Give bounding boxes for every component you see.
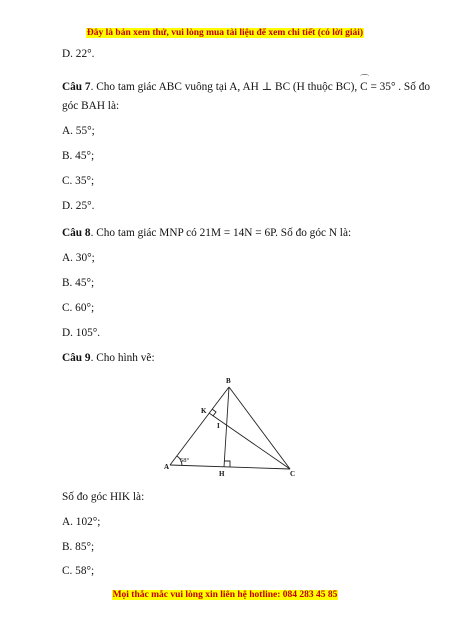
q7-option-c: C. 35°; [62, 175, 95, 187]
point-label-a: A [164, 463, 170, 471]
q8-option-a: A. 30°; [62, 252, 95, 264]
angle-hat-icon: ⌒ [360, 74, 370, 84]
q9-option-a: A. 102°; [62, 516, 101, 528]
q7-option-a: A. 55°; [62, 125, 95, 137]
q8-stem [62, 226, 351, 240]
q6-option-d: D. 22°. [62, 48, 95, 60]
q8-label: Câu 8 [62, 227, 91, 239]
segment-ab [170, 387, 229, 465]
q8-text: . Cho tam giác MNP có 21M = 14N = 6P. Số đo góc N là: [90, 227, 352, 239]
q9-option-c: C. 58°; [62, 565, 95, 577]
hotline-text: Mọi thắc mắc vui lòng xin liên hệ hotline: 084 283 45 85 [112, 590, 338, 600]
point-label-c: C [290, 470, 296, 478]
segment-bh [224, 387, 229, 467]
point-label-k: K [201, 407, 207, 415]
segment-ck [209, 413, 290, 469]
q8-option-c: C. 60°; [62, 302, 95, 314]
q7-text-b: = 35° . Số đo [370, 81, 430, 93]
q7-option-b: B. 45°; [62, 150, 95, 162]
q9-stem [62, 351, 155, 365]
q7-option-d: D. 25°. [62, 200, 95, 212]
q9-option-b: B. 85°; [62, 541, 95, 553]
q7-stem-line1 [62, 74, 430, 94]
point-label-h: H [219, 470, 225, 478]
hotline-footer [0, 590, 450, 600]
triangle-figure [150, 372, 310, 487]
q9-label: Câu 9 [62, 352, 91, 364]
point-label-i: I [217, 422, 220, 430]
preview-notice-banner [0, 28, 450, 38]
segment-bc [229, 387, 290, 469]
right-angle-mark-h [224, 461, 230, 467]
angle-c-symbol: ⌒ C [360, 74, 370, 93]
preview-notice-text: Đây là bản xem thử, vui lòng mua tài liệu để xem chi tiết (có lời giải) [86, 28, 364, 38]
q9-text: . Cho hình vẽ: [90, 352, 155, 364]
point-label-b: B [226, 377, 231, 385]
q9-question: Số đo góc HIK là: [62, 491, 145, 503]
q7-stem-line2: góc BAH là: [62, 100, 120, 112]
q7-text-a: . Cho tam giác ABC vuông tại A, AH ⊥ BC (H thuộc BC), [90, 81, 358, 93]
angle-label-a: 58° [180, 457, 190, 464]
q8-option-d: D. 105°. [62, 327, 101, 339]
q7-label: Câu 7 [62, 81, 91, 93]
q8-option-b: B. 45°; [62, 277, 95, 289]
